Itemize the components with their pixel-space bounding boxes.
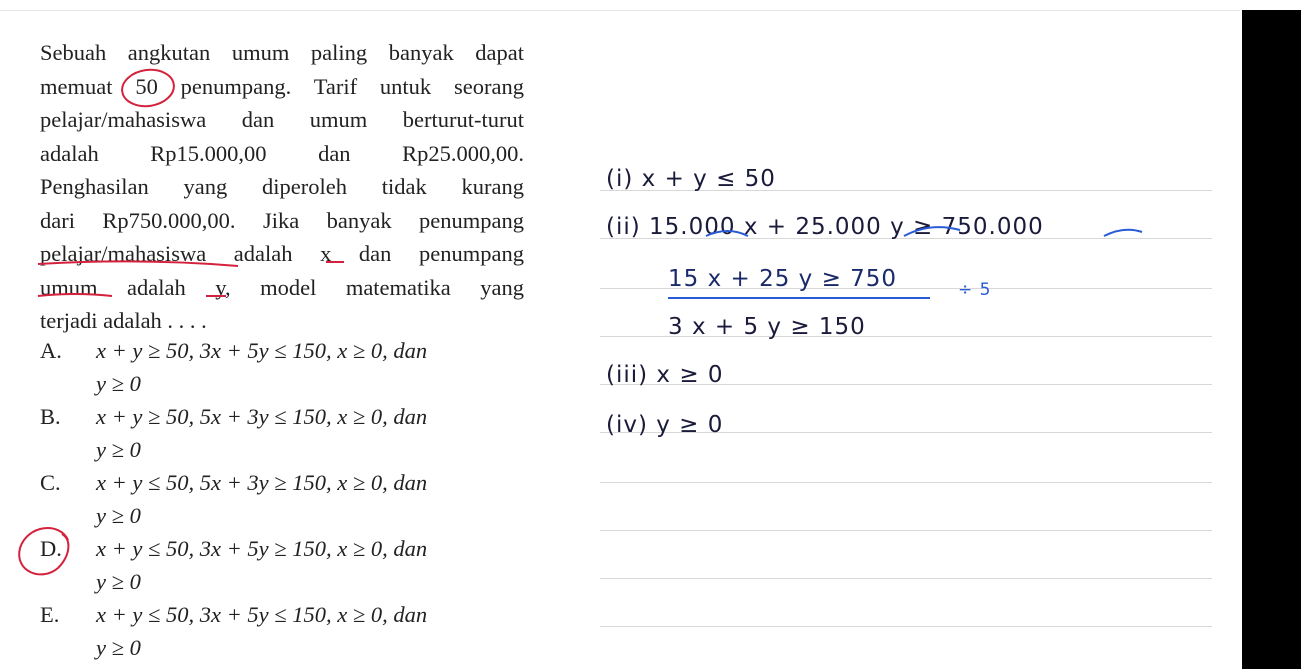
option-text-line1: x + y ≥ 50, 3x + 5y ≤ 150, x ≥ 0, dan (96, 338, 428, 363)
option-text-line2: y ≥ 0 (96, 437, 141, 462)
option-letter: B. (40, 404, 61, 429)
option-letter: A. (40, 338, 62, 363)
problem-line-7: pelajar/mahasiswa adalah x dan penumpang (40, 241, 524, 266)
circle-50-annotation (120, 67, 177, 110)
option-text-line2: y ≥ 0 (96, 635, 141, 660)
problem-line-2: memuat 50 penumpang. Tarif untuk seorang (40, 73, 524, 99)
option-text-line2: y ≥ 0 (96, 371, 141, 396)
strike-000-3 (1104, 230, 1142, 236)
note-step-1: (i) x + y ≤ 50 (606, 166, 776, 192)
option-text-line1: x + y ≤ 50, 5x + 3y ≥ 150, x ≥ 0, dan (96, 470, 428, 495)
option-letter: C. (40, 470, 61, 495)
option-text-line1: x + y ≥ 50, 5x + 3y ≤ 150, x ≥ 0, dan (96, 404, 428, 429)
problem-line-9: terjadi adalah . . . . (40, 308, 207, 333)
option-text-line1: x + y ≤ 50, 3x + 5y ≥ 150, x ≥ 0, dan (96, 536, 428, 561)
note-divide: ÷ 5 (958, 280, 992, 300)
problem-line-8: umum adalah y, model matematika yang (40, 274, 524, 300)
problem-line-1: Sebuah angkutan umum paling banyak dapat (40, 40, 524, 65)
underline-pelajar (38, 261, 238, 266)
problem-line-4: adalah Rp15.000,00 dan Rp25.000,00. (40, 140, 524, 166)
note-step-2: (ii) 15.000 x + 25.000 y ≥ 750.000 (606, 214, 1044, 240)
option-text-line1: x + y ≤ 50, 3x + 5y ≤ 150, x ≥ 0, dan (96, 602, 428, 627)
strike-000-1 (706, 231, 748, 236)
problem-line-6: dari Rp750.000,00. Jika banyak penumpang (40, 207, 524, 233)
note-step-6: (iv) y ≥ 0 (606, 412, 724, 438)
option-letter: E. (40, 602, 60, 627)
option-text-line2: y ≥ 0 (96, 569, 141, 594)
problem-line-5: Penghasilan yang diperoleh tidak kurang (40, 174, 524, 199)
option-letter: D. (40, 536, 62, 561)
strike-000-2 (904, 227, 960, 236)
note-step-3: 15 x + 25 y ≥ 750 (668, 266, 898, 292)
note-step-4: 3 x + 5 y ≥ 150 (668, 314, 866, 340)
note-step-5: (iii) x ≥ 0 (606, 362, 724, 388)
underline-umum (38, 294, 112, 296)
option-text-line2: y ≥ 0 (96, 503, 141, 528)
problem-line-3: pelajar/mahasiswa dan umum berturut-turut (40, 107, 524, 132)
circle-d-annotation (19, 528, 68, 574)
